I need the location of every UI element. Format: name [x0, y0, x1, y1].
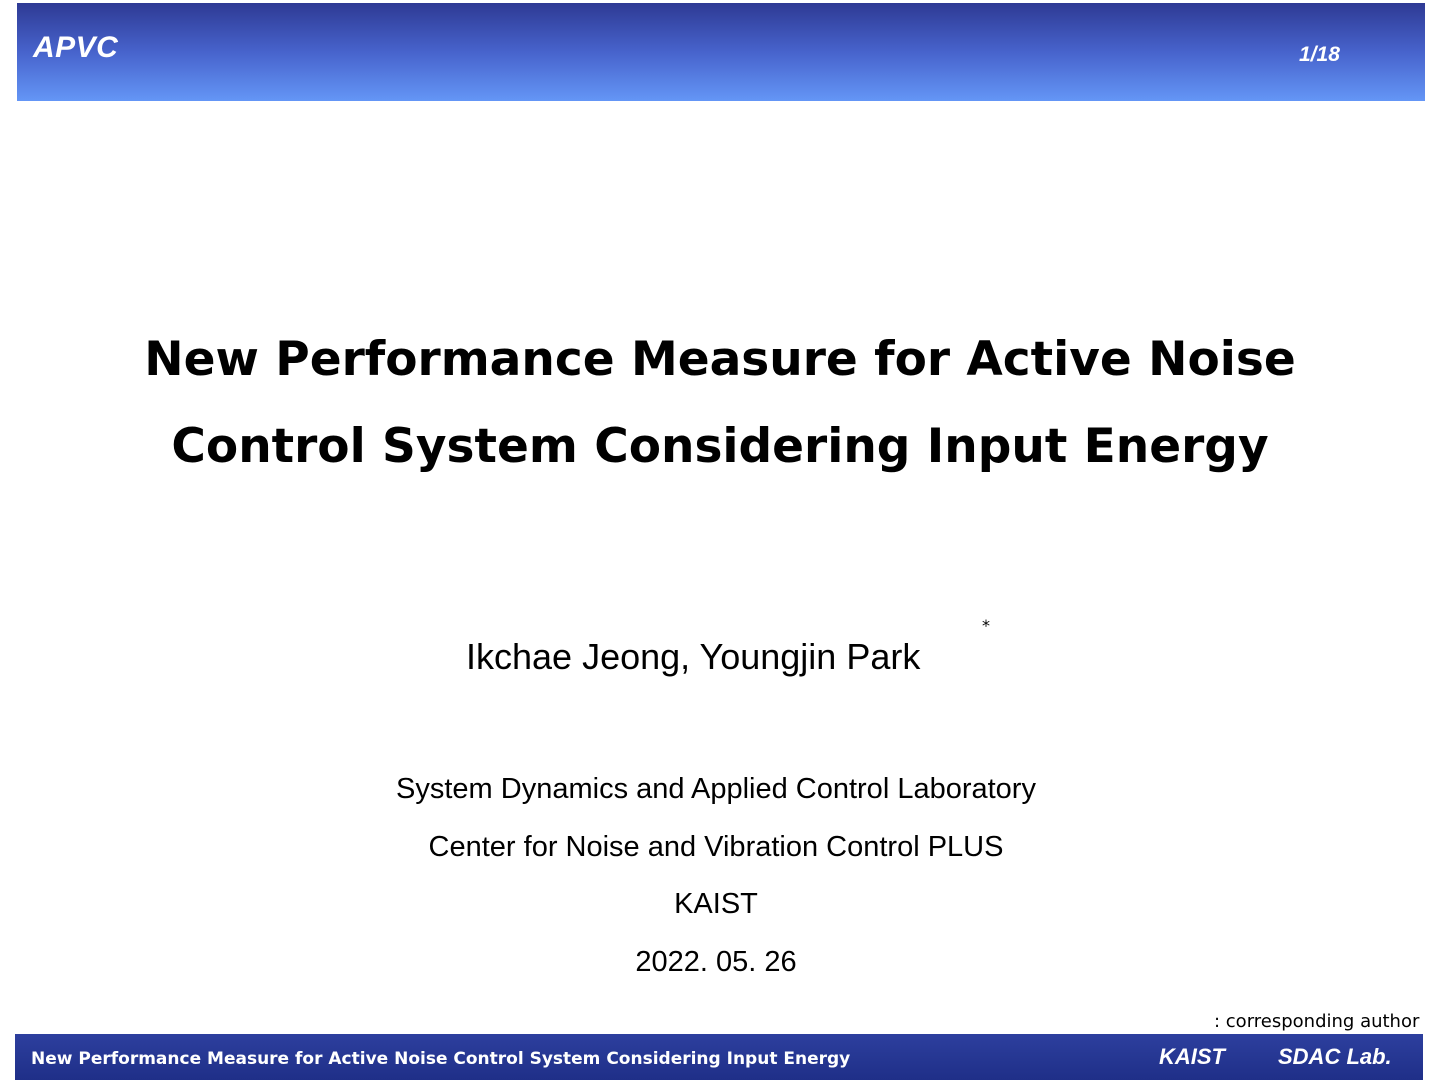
- corresponding-author-mark: *: [982, 616, 990, 635]
- slide-title: [0, 316, 1440, 490]
- slide-title-line-2: Control System Considering Input Energy: [171, 419, 1269, 474]
- slide-title-line-1: New Performance Measure for Active Noise: [144, 332, 1296, 387]
- footer-bar: [15, 1034, 1423, 1080]
- page-number: 1/18: [1299, 43, 1340, 66]
- authors: Ikchae Jeong, Youngjin Park: [466, 636, 921, 677]
- affiliation-institution: KAIST: [674, 888, 758, 920]
- footer-institution: KAIST: [1159, 1044, 1225, 1069]
- presentation-date: 2022. 05. 26: [635, 946, 797, 978]
- footer-lab: SDAC Lab.: [1278, 1044, 1392, 1069]
- affiliation-lab: System Dynamics and Applied Control Laboratory: [396, 773, 1036, 805]
- footnote: : corresponding author: [1214, 1011, 1420, 1032]
- header-title: APVC: [33, 31, 119, 64]
- affiliation-center: Center for Noise and Vibration Control PLUS: [428, 831, 1004, 863]
- header-bar: [17, 3, 1425, 101]
- footer-title: New Performance Measure for Active Noise Control System Considering Input Energy: [31, 1049, 851, 1069]
